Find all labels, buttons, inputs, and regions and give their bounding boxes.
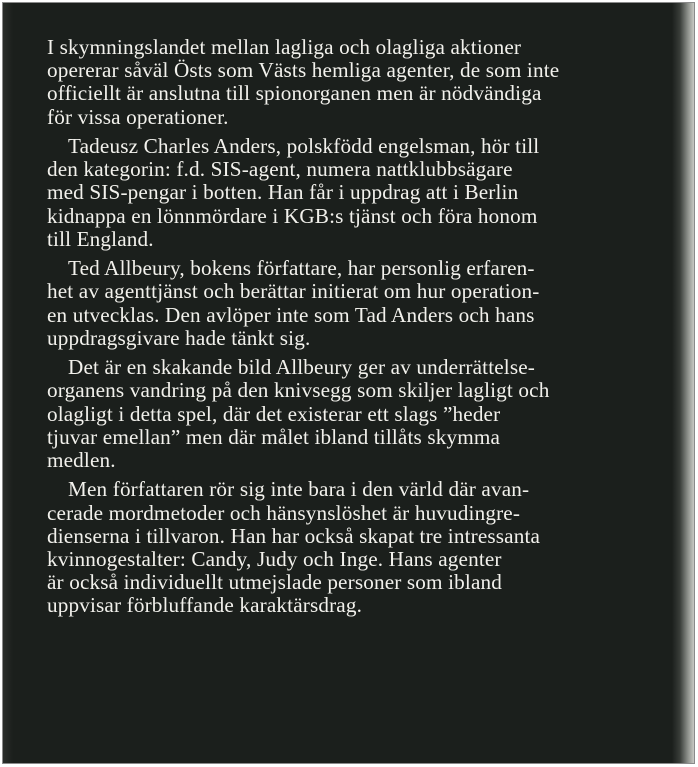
text-line: medlen. [47, 448, 116, 473]
text-line: Det är en skakande bild Allbeury ger av underrättelse- [68, 355, 535, 380]
text-line: opererar såväl Östs som Västs hemliga agenter, de som inte [47, 58, 560, 83]
text-line: uppvisar förbluffande karaktärsdrag. [47, 593, 363, 618]
paragraph-4 [47, 356, 679, 472]
text-line: Men författaren rör sig inte bara i den värld där avan- [68, 477, 530, 502]
text-line: officiellt är anslutna till spionorganen men är nödvändiga [47, 81, 542, 106]
text-line: den kategorin: f.d. SIS-agent, numera nattklubbsägare [47, 157, 513, 182]
blurb-text [47, 36, 679, 624]
paragraph-1 [47, 36, 679, 129]
text-line: I skymningslandet mellan lagliga och olagliga aktioner [47, 35, 522, 59]
scan-shadow-left [3, 3, 13, 763]
text-line: för vissa operationer. [47, 104, 229, 129]
paragraph-3 [47, 257, 679, 350]
text-line: organens vandring på den knivsegg som skiljer lagligt och [47, 378, 550, 403]
text-line: dienserna i tillvaron. Han har också skapat tre intressanta [47, 523, 541, 548]
text-line: cerade mordmetoder och hänsynslöshet är huvudingre- [47, 500, 521, 525]
text-line: het av agenttjänst och berättar initierat om hur operation- [47, 279, 540, 304]
text-line: kidnappa en lönnmördare i KGB:s tjänst och föra honom [47, 203, 538, 228]
text-line: Tadeusz Charles Anders, polskfödd engelsman, hör till [68, 134, 540, 158]
paragraph-2 [47, 135, 679, 251]
text-line: Ted Allbeury, bokens författare, har personlig erfaren- [68, 256, 535, 281]
paragraph-5 [47, 478, 679, 617]
text-line: kvinnogestalter: Candy, Judy och Inge. Hans agenter [47, 547, 502, 572]
text-line: uppdragsgivare hade tänkt sig. [47, 325, 311, 350]
text-line: med SIS-pengar i botten. Han får i uppdrag att i Berlin [47, 180, 519, 205]
text-line: en utvecklas. Den avlöper inte som Tad Anders och hans [47, 302, 535, 327]
back-cover-scan [2, 2, 695, 764]
text-line: olagligt i detta spel, där det existerar ett slags ”heder [47, 401, 501, 426]
text-line: tjuvar emellan” men där målet ibland tillåts skymma [47, 424, 501, 449]
text-line: till England. [47, 226, 154, 251]
text-line: är också individuellt utmejslade personer som ibland [47, 570, 502, 595]
